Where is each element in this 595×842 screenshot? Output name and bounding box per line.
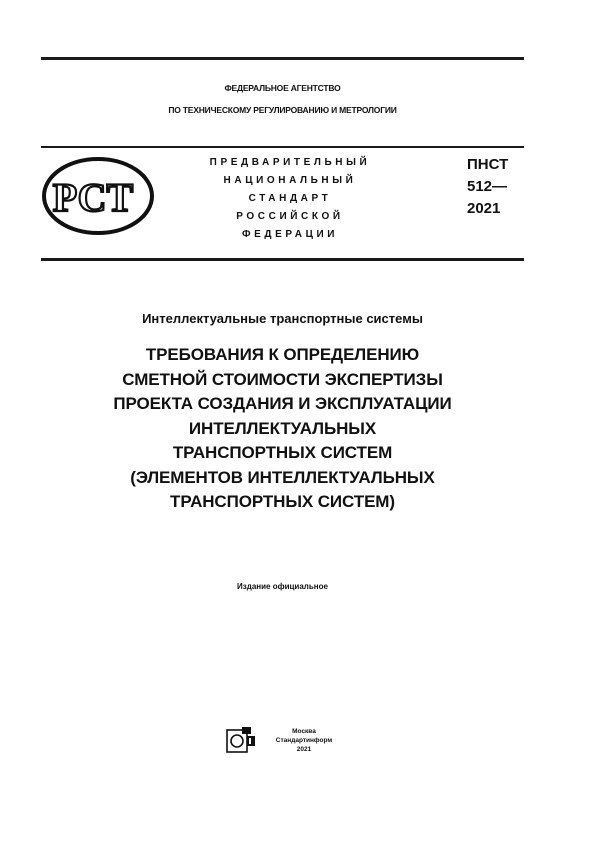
title-line: ПРОЕКТА СОЗДАНИЯ И ЭКСПЛУАТАЦИИ [113,394,452,413]
edition-note: Издание официальное [237,582,328,591]
publisher-year: 2021 [296,746,312,753]
publisher-name: Стандартинформ [275,737,333,744]
standard-type-line: РОССИЙСКОЙ [236,211,344,222]
title-line: (ЭЛЕМЕНТОВ ИНТЕЛЛЕКТУАЛЬНЫХ [130,467,435,487]
standard-type-line: СТАНДАРТ [248,193,332,204]
title-line: СМЕТНОЙ СТОИМОСТИ ЭКСПЕРТИЗЫ [122,369,443,389]
agency-name-line-1: ФЕДЕРАЛЬНОЕ АГЕНТСТВО [224,83,341,93]
title-line: ТРЕБОВАНИЯ К ОПРЕДЕЛЕНИЮ [145,345,420,364]
publisher-city: Москва [292,728,316,735]
standard-code-line: 512— [467,178,508,195]
rst-emblem-text: РСТ [52,175,134,220]
rst-emblem-icon [41,156,155,236]
standard-type-line: НАЦИОНАЛЬНЫЙ [223,175,357,186]
header-rule [41,146,524,148]
section-rule [41,258,524,261]
document-subtitle: Интеллектуальные транспортные системы [142,311,423,326]
publisher-info [262,727,346,754]
document-title [41,343,524,515]
title-line: ИНТЕЛЛЕКТУАЛЬНЫХ [188,418,377,438]
standard-type [170,154,410,244]
agency-name-line-2: ПО ТЕХНИЧЕСКОМУ РЕГУЛИРОВАНИЮ И МЕТРОЛОГИИ [168,105,397,115]
standard-type-line: ФЕДЕРАЦИИ [241,229,339,240]
title-line: ТРАНСПОРТНЫХ СИСТЕМ [172,443,393,462]
standard-code-line: 2021 [467,200,501,217]
standard-type-line: ПРЕДВАРИТЕЛЬНЫЙ [209,157,371,168]
publisher-logo-icon [226,726,262,754]
top-rule [41,57,524,60]
standard-code-line: ПНСТ [467,156,509,173]
standard-code [467,154,508,220]
title-line: ТРАНСПОРТНЫХ СИСТЕМ) [170,492,395,511]
